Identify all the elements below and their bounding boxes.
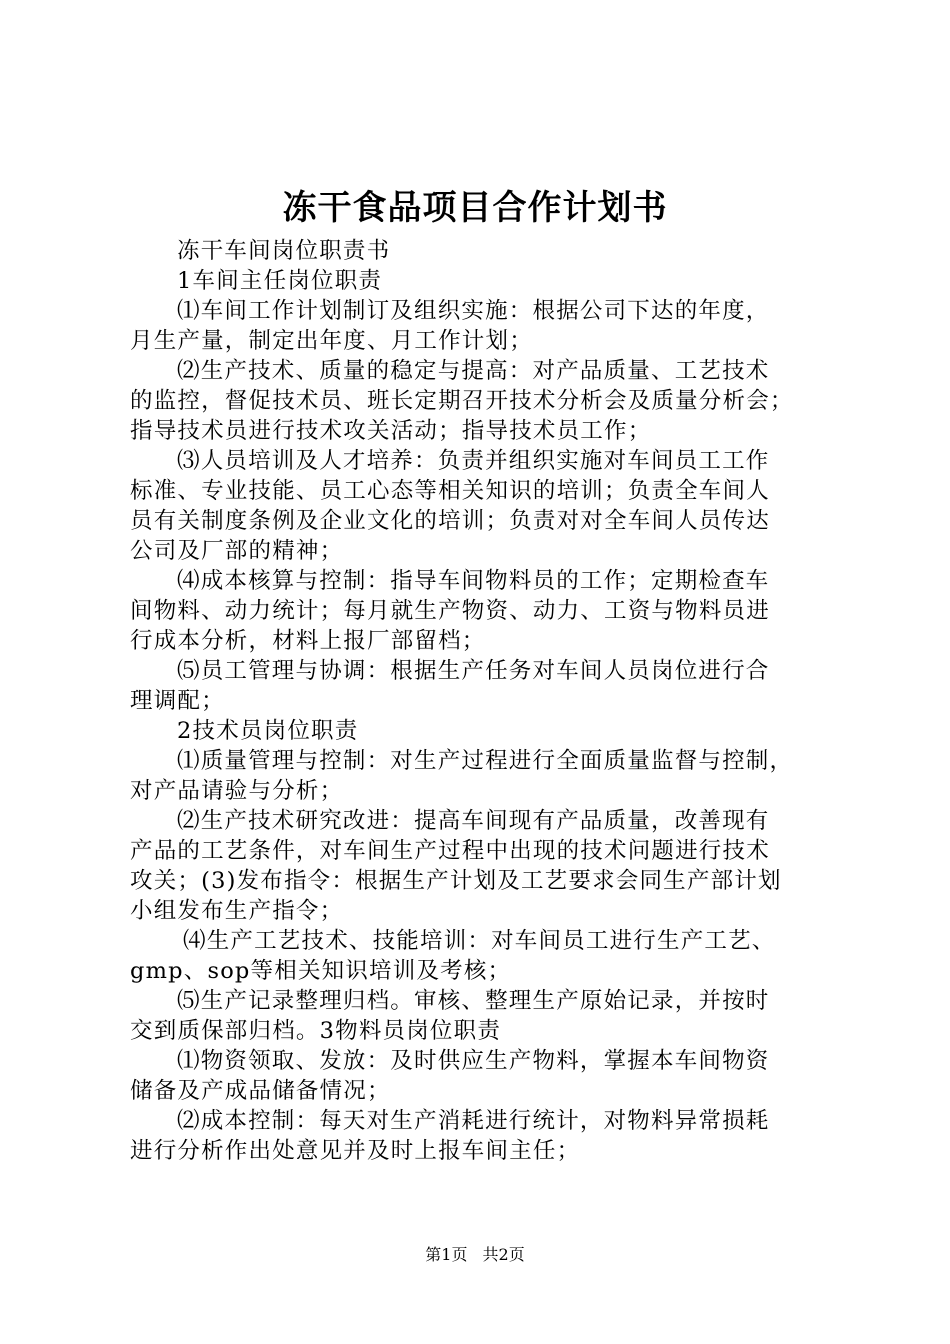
paragraph-line: 小组发布生产指令； (130, 898, 344, 924)
paragraph-line: 行成本分析，材料上报厂部留档； (130, 628, 486, 654)
paragraph-line: ⑴质量管理与控制：对生产过程进行全面质量监督与控制， (177, 748, 794, 774)
paragraph-line: 1车间主任岗位职责 (177, 268, 383, 294)
paragraph-line: 攻关；(3)发布指令：根据生产计划及工艺要求会同生产部计划 (130, 868, 782, 894)
paragraph-line: 2技术员岗位职责 (177, 718, 359, 744)
paragraph-line: gmp、sop等相关知识培训及考核； (130, 958, 512, 984)
page-footer (0, 1244, 950, 1266)
paragraph-line: ⑶人员培训及人才培养：负责并组织实施对车间员工工作 (177, 448, 770, 474)
paragraph-line: ⑷生产工艺技术、技能培训：对车间员工进行生产工艺、 (183, 928, 776, 954)
document-title: 冻干食品项目合作计划书 (282, 188, 668, 228)
paragraph-line: 标准、专业技能、员工心态等相关知识的培训；负责全车间人 (130, 478, 770, 504)
paragraph-line: ⑵生产技术研究改进：提高车间现有产品质量，改善现有 (177, 808, 770, 834)
paragraph-line: ⑸员工管理与协调：根据生产任务对车间人员岗位进行合 (177, 658, 770, 684)
paragraph-line: 的监控，督促技术员、班长定期召开技术分析会及质量分析会； (130, 388, 794, 414)
paragraph-line: 对产品请验与分析； (130, 778, 344, 804)
paragraph-line: 理调配； (130, 688, 225, 714)
paragraph-line: 公司及厂部的精神； (130, 538, 344, 564)
page-total: 共2页 (482, 1245, 525, 1264)
paragraph-line: ⑵生产技术、质量的稳定与提高：对产品质量、工艺技术 (177, 358, 770, 384)
paragraph-line: ⑵成本控制：每天对生产消耗进行统计，对物料异常损耗 (177, 1108, 770, 1134)
paragraph-line: 间物料、动力统计；每月就生产物资、动力、工资与物料员进 (130, 598, 770, 624)
paragraph-line: ⑴车间工作计划制订及组织实施：根据公司下达的年度， (177, 298, 770, 324)
paragraph-line: 月生产量，制定出年度、月工作计划； (130, 328, 533, 354)
paragraph-line: ⑷成本核算与控制：指导车间物料员的工作；定期检查车 (177, 568, 770, 594)
paragraph-line: 储备及产成品储备情况； (130, 1078, 391, 1104)
paragraph-line: 冻干车间岗位职责书 (177, 238, 391, 264)
paragraph-line: 交到质保部归档。3物料员岗位职责 (130, 1018, 502, 1044)
paragraph-line: 进行分析作出处意见并及时上报车间主任； (130, 1138, 581, 1164)
paragraph-line: 产品的工艺条件，对车间生产过程中出现的技术问题进行技术 (130, 838, 770, 864)
paragraph-line: 员有关制度条例及企业文化的培训；负责对对全车间人员传达 (130, 508, 770, 534)
paragraph-line: 指导技术员进行技术攻关活动；指导技术员工作； (130, 418, 652, 444)
paragraph-line: ⑴物资领取、发放：及时供应生产物料，掌握本车间物资 (177, 1048, 770, 1074)
document-body (130, 236, 830, 1166)
paragraph-line: ⑸生产记录整理归档。审核、整理生产原始记录，并按时 (177, 988, 770, 1014)
page-number: 第1页 (425, 1245, 468, 1264)
